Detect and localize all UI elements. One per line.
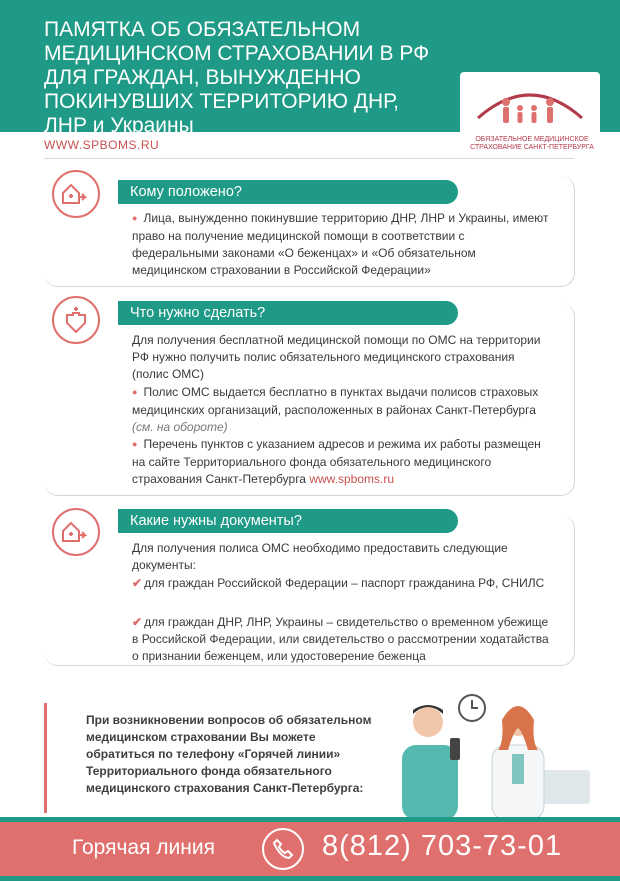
- list-item-text: для граждан ДНР, ЛНР, Украины – свидетельство о временном убежище в Российской Федерации, или свидетельство о рассмотрении ходатайства о признании беженцем, или удостоверение беженца: [132, 615, 549, 663]
- section-title-bar: Кому положено?: [118, 180, 458, 204]
- hospital-arrow-icon: [52, 170, 100, 218]
- section-text: ● Лица, вынужденно покинувшие территорию ДНР, ЛНР и Украины, имеют право на получение медицинской помощи в соответствии с федеральными законами «О беженцах» и «Об обязательном медицинском страховании в Российской Федерации»: [132, 210, 552, 279]
- doctor-patient-illustration: [380, 690, 600, 820]
- bullet-note: (см. на обороте): [132, 420, 228, 434]
- list-item: [132, 614, 552, 665]
- bullet-text: ● Полис ОМС выдается бесплатно в пунктах выдачи полисов страховых медицинских организаций, расположенных в районах Санкт-Петербурга: [132, 385, 538, 417]
- divider: [44, 158, 574, 159]
- accent-line: [44, 703, 47, 813]
- bullet-text: ● Перечень пунктов с указанием адресов и режима их работы размещен на сайте Территориального фонда обязательного медицинского страхования Санкт-Петербурга: [132, 437, 541, 486]
- bullet-item: [132, 436, 552, 488]
- hospital-arrow-icon: [52, 508, 100, 556]
- phone-icon: [262, 828, 304, 870]
- check-icon: ✔: [132, 576, 143, 590]
- contact-text: При возникновении вопросов об обязательном медицинском страховании Вы можете обратиться по телефону «Горячей линии» Территориального фонда обязательного медицинского страхования Санкт-Петербурга:: [86, 713, 372, 795]
- site-link[interactable]: www.spboms.ru: [309, 472, 395, 486]
- logo-caption: ОБЯЗАТЕЛЬНОЕ МЕДИЦИНСКОЕ СТРАХОВАНИЕ САНКТ-ПЕТЕРБУРГА: [470, 136, 594, 151]
- hotline-phone[interactable]: 8(812) 703-73-01: [322, 830, 563, 862]
- section-intro: Для получения бесплатной медицинской помощи по ОМС на территории РФ нужно получить полис обязательного медицинского страхования (полис ОМС): [132, 333, 541, 381]
- hotline-label: Горячая линия: [72, 836, 215, 859]
- download-medical-icon: [52, 296, 100, 344]
- list-item: [132, 575, 552, 592]
- list-item-text: для граждан Российской Федерации – паспорт гражданина РФ, СНИЛС: [144, 576, 545, 590]
- site-link[interactable]: WWW.SPBOMS.RU: [44, 138, 160, 152]
- bullet-item: [132, 384, 552, 436]
- section-title-bar: Какие нужны документы?: [118, 509, 458, 533]
- section-title-bar: Что нужно сделать?: [118, 301, 458, 325]
- family-logo-icon: [468, 78, 592, 136]
- page-title: ПАМЯТКА ОБ ОБЯЗАТЕЛЬНОМ МЕДИЦИНСКОМ СТРАХОВАНИИ В РФ ДЛЯ ГРАЖДАН, ВЫНУЖДЕННО ПОКИНУВШИХ ТЕРРИТОРИЮ ДНР, ЛНР и Украины: [44, 18, 430, 137]
- check-icon: ✔: [132, 615, 143, 629]
- section-intro: Для получения полиса ОМС необходимо предоставить следующие документы:: [132, 541, 508, 572]
